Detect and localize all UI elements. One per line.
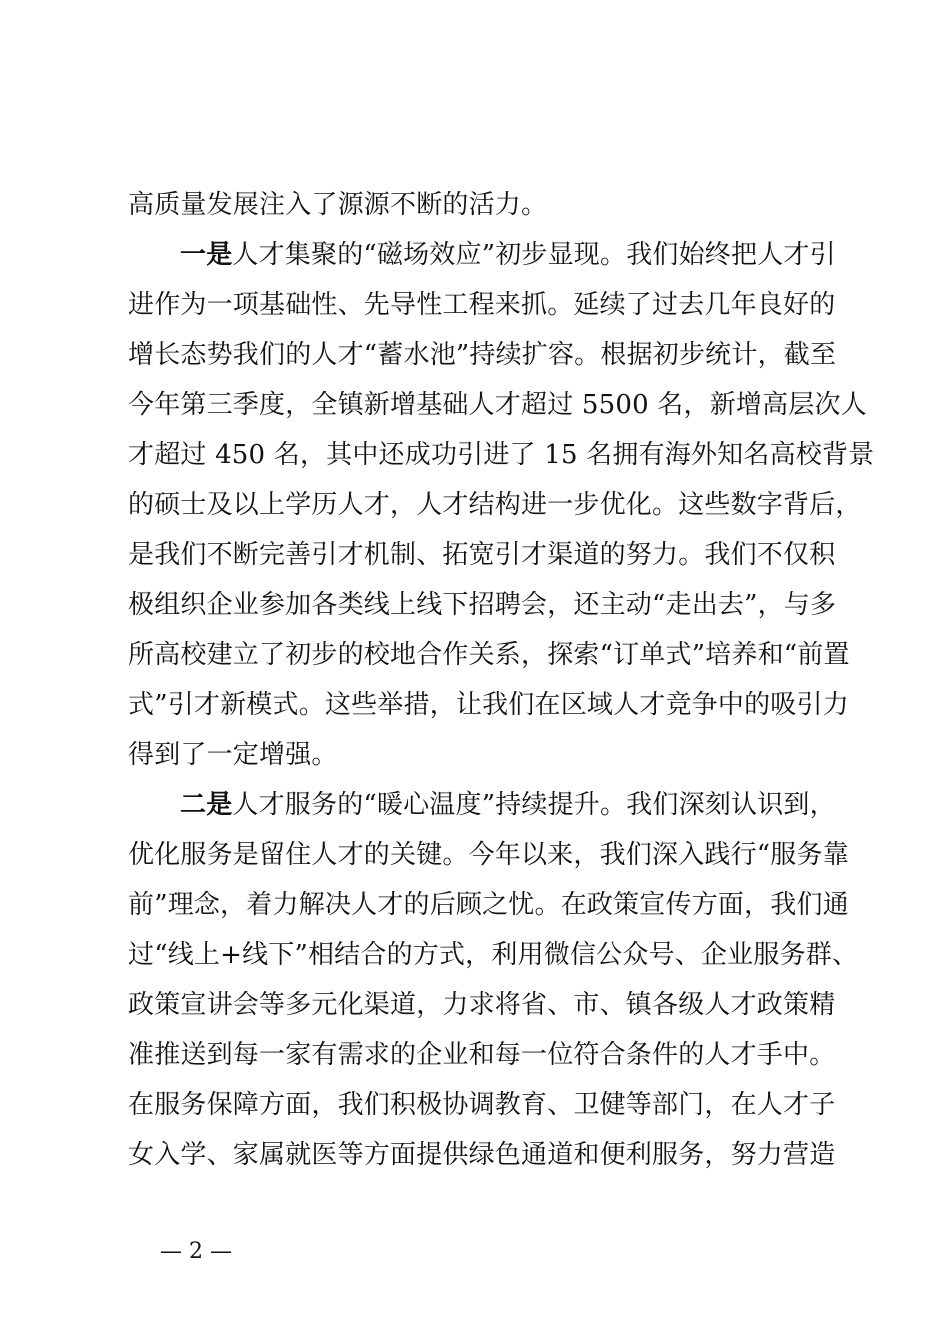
text-line: 增长态势我们的人才“蓄水池”持续扩容。根据初步统计，截至 <box>128 340 837 370</box>
paragraph-1-lead: 一是 <box>180 240 233 270</box>
page-number: — 2 — <box>160 1239 232 1264</box>
paragraph-2-first-line <box>180 780 836 830</box>
text-line: 今年第三季度，全镇新增基础人才超过 5500 名，新增高层次人 <box>128 390 867 420</box>
text-line: 在服务保障方面，我们积极协调教育、卫健等部门，在人才子 <box>128 1090 836 1120</box>
text-line: 人才集聚的“磁场效应”初步显现。我们始终把人才引 <box>232 240 836 270</box>
text-line: 才超过 450 名，其中还成功引进了 15 名拥有海外知名高校背景 <box>128 440 875 470</box>
text-line: 所高校建立了初步的校地合作关系，探索“订单式”培养和“前置 <box>128 640 850 670</box>
text-line: 极组织企业参加各类线上线下招聘会，还主动“走出去”，与多 <box>128 590 837 620</box>
text-line: 女入学、家属就医等方面提供绿色通道和便利服务，努力营造 <box>128 1140 836 1170</box>
text-line: 政策宣讲会等多元化渠道，力求将省、市、镇各级人才政策精 <box>128 990 836 1020</box>
text-line: 前”理念，着力解决人才的后顾之忧。在政策宣传方面，我们通 <box>128 890 849 920</box>
text-line: 进作为一项基础性、先导性工程来抓。延续了过去几年良好的 <box>128 290 836 320</box>
text-line: 得到了一定增强。 <box>128 740 338 770</box>
text-line: 准推送到每一家有需求的企业和每一位符合条件的人才手中。 <box>128 1040 836 1070</box>
text-line: 优化服务是留住人才的关键。今年以来，我们深入践行“服务靠 <box>128 840 849 870</box>
text-line: 是我们不断完善引才机制、拓宽引才渠道的努力。我们不仅积 <box>128 540 836 570</box>
text-line: 式”引才新模式。这些举措，让我们在区域人才竞争中的吸引力 <box>128 690 849 720</box>
paragraph-1-first-line <box>180 230 836 280</box>
text-line: 人才服务的“暖心温度”持续提升。我们深刻认识到， <box>232 790 836 820</box>
text-line: 高质量发展注入了源源不断的活力。 <box>128 190 548 220</box>
text-line: 过“线上+线下”相结合的方式，利用微信公众号、企业服务群、 <box>128 940 859 970</box>
text-line: 的硕士及以上学历人才，人才结构进一步优化。这些数字背后， <box>128 490 862 520</box>
paragraph-2-lead: 二是 <box>180 790 233 820</box>
